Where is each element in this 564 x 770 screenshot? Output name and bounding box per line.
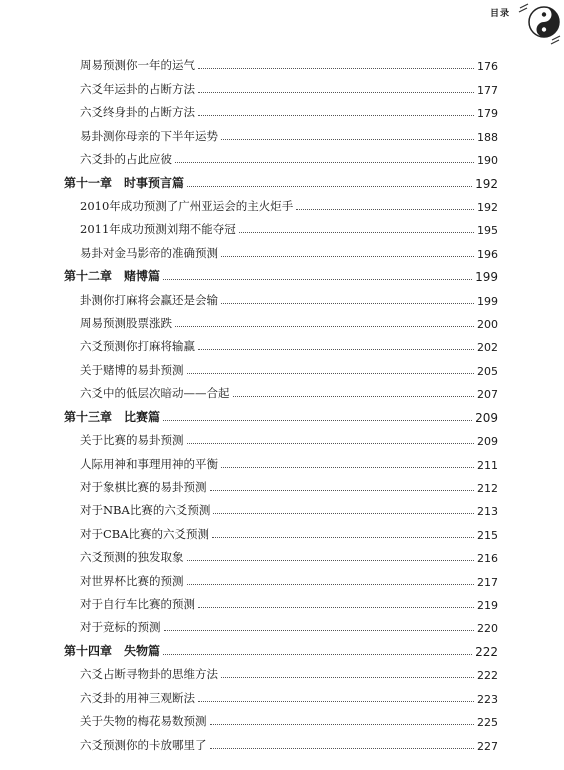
table-of-contents: [64, 50, 498, 753]
dot-leader: [212, 537, 474, 538]
page-number: 225: [477, 716, 498, 730]
toc-entry: [64, 495, 498, 518]
page-number: 192: [475, 176, 498, 191]
entry-title: 易卦测你母亲的下半年运势: [80, 128, 218, 143]
entry-title: 六爻年运卦的占断方法: [80, 81, 195, 96]
dot-leader: [221, 139, 474, 140]
toc-entry: [64, 518, 498, 541]
dot-leader: [221, 677, 474, 678]
toc-entry: [64, 144, 498, 167]
toc-entry: [64, 589, 498, 612]
chapter-title: 第十四章 失物篇: [64, 643, 161, 658]
entry-title: 六爻预测你打麻将输赢: [80, 339, 195, 354]
dot-leader: [296, 209, 474, 210]
yin-yang-icon: [514, 0, 564, 48]
running-header: 目录: [489, 9, 510, 19]
entry-title: 人际用神和事理用神的平衡: [80, 456, 218, 471]
toc-entry: [64, 448, 498, 471]
page-number: 196: [477, 247, 498, 261]
dot-leader: [187, 443, 475, 444]
dot-leader: [164, 630, 475, 631]
entry-title: 对于自行车比赛的预测: [80, 596, 195, 611]
toc-entry: [64, 542, 498, 565]
entry-title: 关于失物的梅花易数预测: [80, 714, 207, 729]
page-number: 192: [477, 200, 498, 214]
dot-leader: [187, 186, 472, 187]
page-number: 222: [477, 669, 498, 683]
toc-entry: [64, 354, 498, 377]
toc-entry: [64, 425, 498, 448]
page-number: 212: [477, 482, 498, 496]
page-number: 207: [477, 388, 498, 402]
toc-entry: [64, 308, 498, 331]
page-number: 215: [477, 528, 498, 542]
toc-entry: [64, 284, 498, 307]
dot-leader: [210, 748, 475, 749]
entry-title: 六爻预测你的卡放哪里了: [80, 737, 207, 752]
entry-title: 2010年成功预测了广州亚运会的主火炬手: [80, 198, 294, 213]
page-number: 223: [477, 692, 498, 706]
entry-title: 对于竞标的预测: [80, 620, 161, 635]
toc-entry: [64, 659, 498, 682]
dot-leader: [210, 490, 475, 491]
page-number: 199: [477, 294, 498, 308]
entry-title: 六爻终身卦的占断方法: [80, 105, 195, 120]
toc-entry: [64, 472, 498, 495]
page-number: 176: [477, 60, 498, 74]
entry-title: 周易预测股票涨跌: [80, 316, 172, 331]
entry-title: 对于NBA比赛的六爻预测: [80, 503, 211, 518]
chapter-title: 第十三章 比赛篇: [64, 409, 161, 424]
toc-entry: [64, 97, 498, 120]
dot-leader: [221, 256, 474, 257]
page-number: 202: [477, 341, 498, 355]
page-number: 222: [475, 644, 498, 659]
entry-title: 卦测你打麻将会赢还是会输: [80, 292, 218, 307]
dot-leader: [175, 326, 474, 327]
dot-leader: [163, 420, 472, 421]
toc-entry: [64, 612, 498, 635]
dot-leader: [163, 654, 472, 655]
dot-leader: [239, 232, 474, 233]
entry-title: 周易预测你一年的运气: [80, 58, 195, 73]
toc-entry: [64, 378, 498, 401]
entry-title: 对世界杯比赛的预测: [80, 573, 184, 588]
toc-entry: [64, 706, 498, 729]
page-number: 209: [477, 435, 498, 449]
entry-title: 六爻中的低层次暗动——合起: [80, 386, 230, 401]
toc-entry: [64, 214, 498, 237]
dot-leader: [213, 513, 474, 514]
chapter-heading: [64, 167, 498, 191]
chapter-heading: [64, 261, 498, 285]
page-number: 200: [477, 318, 498, 332]
dot-leader: [210, 724, 475, 725]
toc-entry: [64, 331, 498, 354]
entry-title: 六爻预测的独发取象: [80, 550, 184, 565]
page-number: 227: [477, 739, 498, 753]
page-number: 213: [477, 505, 498, 519]
dot-leader: [198, 607, 474, 608]
dot-leader: [221, 467, 474, 468]
chapter-title: 第十一章 时事预言篇: [64, 175, 185, 190]
dot-leader: [163, 279, 472, 280]
page-number: 217: [477, 575, 498, 589]
chapter-title: 第十二章 赌博篇: [64, 269, 161, 284]
toc-entry: [64, 565, 498, 588]
dot-leader: [198, 349, 474, 350]
dot-leader: [175, 162, 474, 163]
page-number: 205: [477, 364, 498, 378]
toc-entry: [64, 120, 498, 143]
entry-title: 关于比赛的易卦预测: [80, 433, 184, 448]
page-number: 195: [477, 224, 498, 238]
dot-leader: [187, 584, 475, 585]
entry-title: 2011年成功预测刘翔不能夺冠: [80, 222, 236, 237]
entry-title: 六爻卦的用神三观断法: [80, 690, 195, 705]
dot-leader: [221, 303, 474, 304]
page-number: 216: [477, 552, 498, 566]
page-number: 179: [477, 107, 498, 121]
dot-leader: [198, 115, 474, 116]
page-number: 211: [477, 458, 498, 472]
entry-title: 六爻占断寻物卦的思维方法: [80, 667, 218, 682]
entry-title: 对于CBA比赛的六爻预测: [80, 526, 210, 541]
entry-title: 六爻卦的占此应彼: [80, 151, 172, 166]
toc-entry: [64, 237, 498, 260]
toc-entry: [64, 729, 498, 752]
page-number: 188: [477, 130, 498, 144]
toc-entry: [64, 682, 498, 705]
toc-entry: [64, 50, 498, 73]
page-number: 220: [477, 622, 498, 636]
entry-title: 易卦对金马影帝的准确预测: [80, 245, 218, 260]
page-number: 190: [477, 153, 498, 167]
chapter-heading: [64, 401, 498, 425]
dot-leader: [198, 92, 474, 93]
chapter-heading: [64, 635, 498, 659]
page-number: 209: [475, 410, 498, 425]
toc-entry: [64, 191, 498, 214]
dot-leader: [233, 396, 475, 397]
entry-title: 关于赌博的易卦预测: [80, 362, 184, 377]
page-number: 177: [477, 83, 498, 97]
dot-leader: [198, 68, 474, 69]
dot-leader: [187, 560, 475, 561]
dot-leader: [187, 373, 475, 374]
dot-leader: [198, 701, 474, 702]
toc-entry: [64, 73, 498, 96]
entry-title: 对于象棋比赛的易卦预测: [80, 480, 207, 495]
page-number: 199: [475, 270, 498, 285]
page-number: 219: [477, 598, 498, 612]
